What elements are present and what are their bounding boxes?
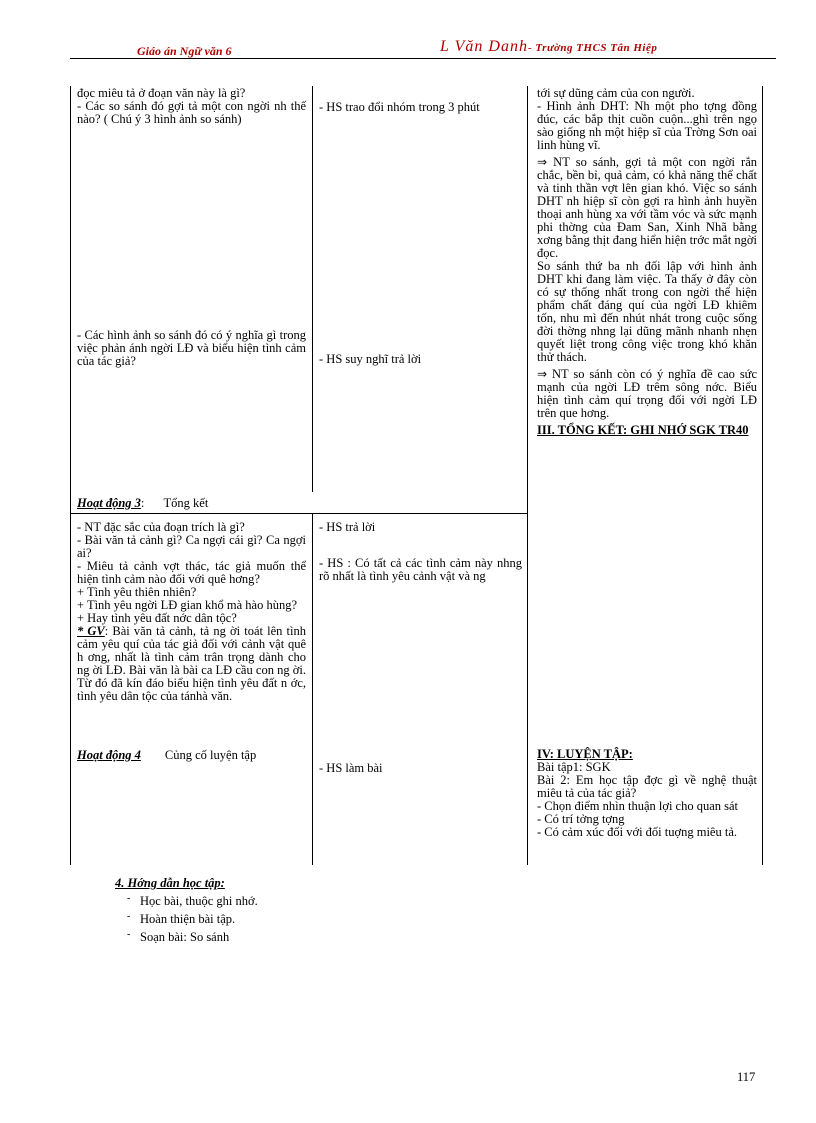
row2-col1-line6: + Hay tình yêu đất nớc dân tộc? xyxy=(77,611,237,625)
table-border-left xyxy=(70,86,71,865)
section3-summary-heading: III. TỔNG KẾT: GHI NHỚ SGK TR40 xyxy=(537,423,749,437)
row1-col3-p3-text: NT so sánh, gợi tả một con ngời rắn chắc, bền bỉ, quả cảm, có khả năng thể chất và tinh thần vợt lên gian khó. Việc so sánh DHT nh hiệp sĩ còn gợi ra hình ảnh huyền thoại anh hùng xa với tầm vóc và sức mạnh phi thờng của Đam San, Xinh Nhã bằng xơng bằng thịt đang hiển hiện trớc mắt ngời đọc. xyxy=(537,155,757,260)
row1-col3 xyxy=(537,87,757,437)
row1-col3-p5-text: NT so sánh còn có ý nghĩa đề cao sức mạnh của ngời LĐ trêm sông nớc. Biểu hiện tình cảm quí trọng đối với ngời LĐ trên que hơng. xyxy=(537,367,758,420)
homework-item xyxy=(127,928,258,946)
homework-item-text: Học bài, thuộc ghi nhớ. xyxy=(140,894,258,908)
homework-item xyxy=(127,910,258,928)
table-divider-1b xyxy=(312,514,313,865)
section4-label: Hoạt động 4 xyxy=(77,748,141,762)
table-divider-2 xyxy=(527,86,528,865)
homework-item-text: Hoàn thiện bài tập. xyxy=(140,912,236,926)
section4-heading xyxy=(77,748,256,763)
row2-col1-line2: - Bài văn tả cảnh gì? Ca ngợi cái gì? Ca ngợi ai? xyxy=(77,533,306,560)
header-school: - Trường THCS Tân Hiệp xyxy=(527,42,658,54)
row1-col1-line1: đọc miêu tả ở đoạn văn này là gì? xyxy=(77,86,246,100)
homework-item xyxy=(127,892,258,910)
table-row-rule-2 xyxy=(312,513,527,514)
homework-item-text: Soạn bài: So sánh xyxy=(140,930,230,944)
homework-title: 4. Hớng dẫn học tập: xyxy=(115,876,225,890)
header-author: L Văn Danh xyxy=(440,38,528,55)
section4-col3-line5: - Có cảm xúc đối với đối tuợng miêu tả. xyxy=(537,825,737,839)
row2-col1-line3: - Miêu tả cảnh vợt thác, tác giả muốn thể hiện tình cảm nào đối với quê hơng? xyxy=(77,559,306,586)
section4-col2-answer: - HS làm bài xyxy=(319,761,383,775)
section4-title: Củng cố luyện tập xyxy=(164,748,257,762)
row2-col1 xyxy=(77,521,306,703)
section3-label: Hoạt động 3 xyxy=(77,496,141,510)
table-border-right xyxy=(762,86,763,865)
header-rule xyxy=(70,58,776,59)
page-number: 117 xyxy=(737,1070,756,1084)
row2-col2-bottom xyxy=(319,557,522,583)
row1-col2-top xyxy=(319,101,522,114)
dash-bullet-icon: - xyxy=(127,911,131,922)
row1-col2-answer1: - HS trao đổi nhóm trong 3 phút xyxy=(319,100,480,114)
section4-col3-line2: Bài 2: Em học tập đợc gì về nghệ thuật miêu tả của tác giả? xyxy=(537,773,757,800)
section4-col3-line4: - Có trí tởng tợng xyxy=(537,812,625,826)
header-author-school xyxy=(440,38,657,56)
row1-col2-bottom xyxy=(319,353,522,366)
row1-col3-p1: tới sự dũng cảm của con người. xyxy=(537,86,695,100)
row1-col1-line2: - Các so sánh đó gợi tả một con ngời nh thế nào? ( Chú ý 3 hình ảnh so sánh) xyxy=(77,99,306,126)
row2-col2-answer1: - HS trả lời xyxy=(319,520,376,534)
row1-col1-question: - Các hình ảnh so sánh đó có ý nghĩa gì trong việc phản ánh ngời LĐ và biểu hiện tình cảm của tác giả? xyxy=(77,328,306,368)
homework-list xyxy=(127,892,258,946)
row1-col3-p5 xyxy=(537,368,757,420)
row1-col1-bottom xyxy=(77,329,306,368)
section4-col3-line3: - Chọn điểm nhìn thuận lợi cho quan sát xyxy=(537,799,739,813)
dash-bullet-icon: - xyxy=(127,893,131,904)
teacher-label: * GV xyxy=(77,624,105,638)
row2-col1-teacher-note xyxy=(77,625,306,703)
row1-col3-p3 xyxy=(537,156,757,260)
implies-arrow-icon: ⇒ xyxy=(537,367,548,381)
row2-col1-line5: + Tình yêu ngời LĐ gian khổ mà hào hùng? xyxy=(77,598,297,612)
row2-col2-top xyxy=(319,521,522,534)
section3-heading: Hoạt động 3: Tổng kết xyxy=(77,496,209,510)
implies-arrow-icon: ⇒ xyxy=(537,155,548,169)
section4-practice-heading: IV: LUYỆN TẬP: xyxy=(537,747,633,761)
section3-title: Tổng kết xyxy=(163,496,209,510)
teacher-note-text: : Bài văn tả cảnh, tả ng ời toát lên tình cảm yêu quí của tác giả đối với cảnh vật quê h ơng, nhất là tình cảm trân trọng dành cho ng ời LĐ. Bài văn là bài ca LĐ cầu con ng ời. Từ đó đã kín đáo biểu hiện tình yêu đất n ớc, tình yêu dân tộc của tánhà văn. xyxy=(77,624,307,703)
row2-col1-line1: - NT đặc sắc của đoạn trích là gì? xyxy=(77,520,245,534)
row1-col3-p2: - Hình ảnh DHT: Nh một pho tợng đồng đúc, các bắp thịt cuồn cuộn...ghì trên ngọ sào giống nh một hiệp sĩ của Trờng Sơn oai linh hùng vĩ. xyxy=(537,99,757,152)
row1-col3-p4: So sánh thứ ba nh đối lập với hình ảnh DHT khi đang làm việc. Ta thấy ở đây còn có sự thống nhất trong con ngời thể hiện phẩm chất đáng quí của ngời LĐ khiêm tốn, nhu mì đến nhút nhát trong cuộc sống đời thờng nhng lại dũng mãnh nhanh nhẹn quyết liệt trong công việc trong khó khăn thử thách. xyxy=(537,259,757,364)
row2-col2-answer2: - HS : Có tất cả các tình cảm này nhng rõ nhất là tình yêu cảnh vật và ng xyxy=(319,556,522,583)
table-divider-1 xyxy=(312,86,313,492)
section4-col3-line1: Bài tập1: SGK xyxy=(537,760,611,774)
table-row-rule xyxy=(70,513,312,514)
dash-bullet-icon: - xyxy=(127,929,131,940)
section4-col2 xyxy=(319,762,522,775)
section4-col3 xyxy=(537,748,757,839)
header-subject: Giáo án Ngữ văn 6 xyxy=(137,44,232,58)
row2-col1-line4: + Tình yêu thiên nhiên? xyxy=(77,585,197,599)
row1-col1-top xyxy=(77,87,306,126)
row1-col2-answer2: - HS suy nghĩ trả lời xyxy=(319,352,422,366)
